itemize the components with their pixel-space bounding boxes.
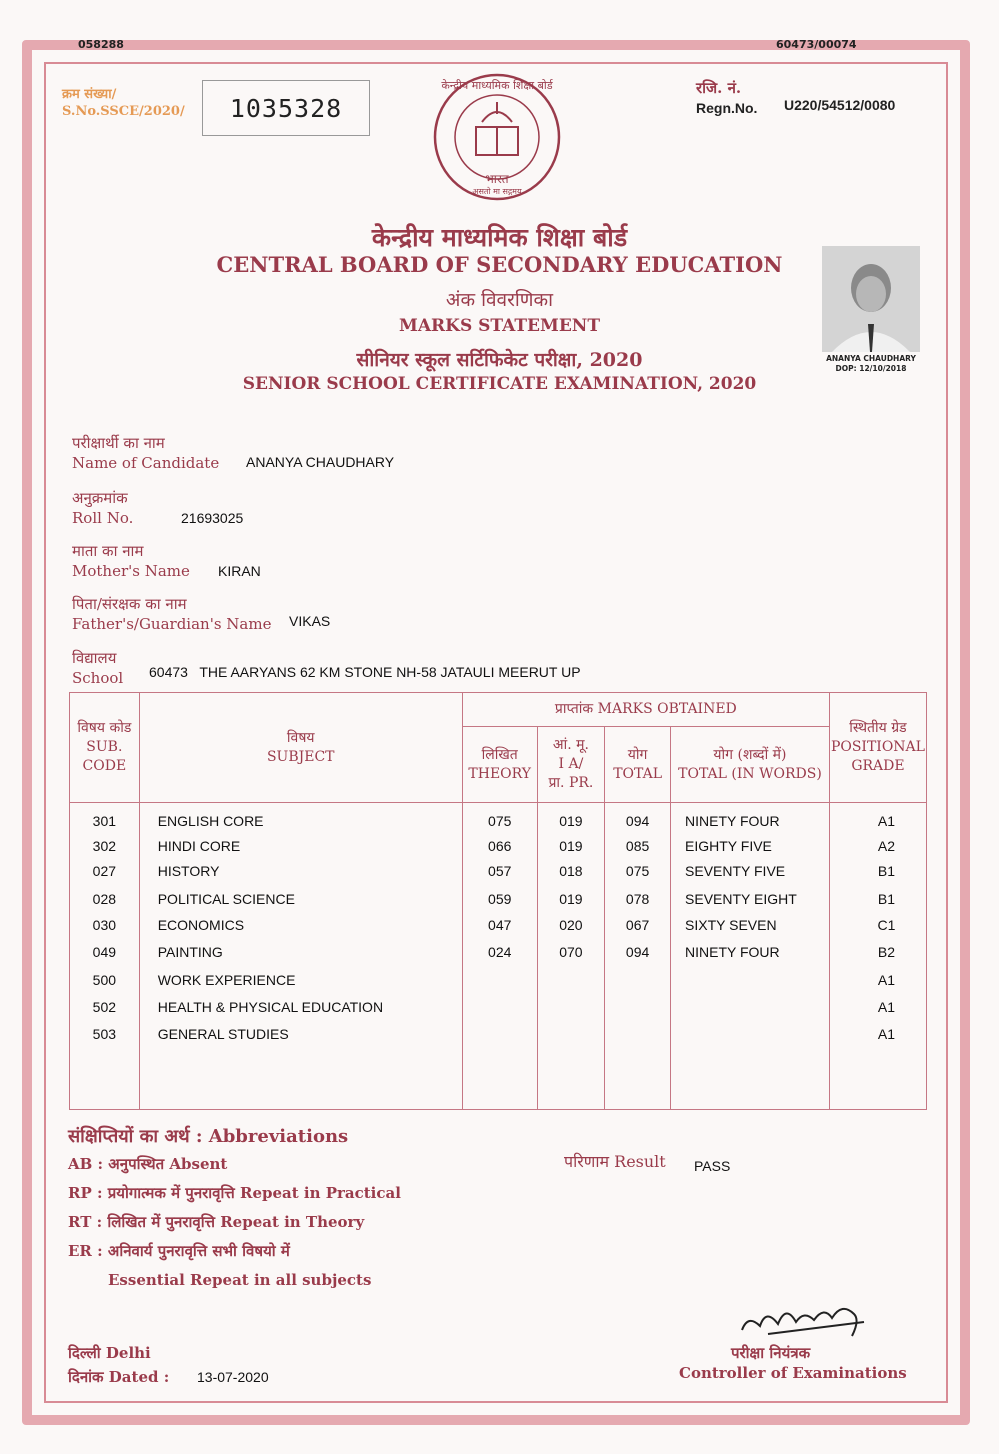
cell-grade: A2 xyxy=(877,838,896,854)
date-value: 13-07-2020 xyxy=(197,1369,269,1385)
cell-ia: 019 xyxy=(559,813,583,829)
words-column xyxy=(671,803,830,1110)
school-name: 60473 THE AARYANS 62 KM STONE NH-58 JATAULI MEERUT UP xyxy=(149,664,581,680)
photo-caption: ANANYA CHAUDHARY DOP: 12/10/2018 xyxy=(826,354,916,373)
cell-grade: B1 xyxy=(877,891,896,907)
cell-total: 078 xyxy=(625,891,650,907)
cell-grade: A1 xyxy=(877,813,896,829)
header-code: विषय कोड SUB. CODE xyxy=(70,693,140,803)
header-ia: आं. मू. I A/ प्रा. PR. xyxy=(537,727,605,803)
exam-english: SENIOR SCHOOL CERTIFICATE EXAMINATION, 2020 xyxy=(242,374,757,394)
roll-number: 21693025 xyxy=(181,510,244,526)
marks-table xyxy=(69,692,927,1110)
cell-words: SIXTY SEVEN xyxy=(685,917,777,933)
sno-label: क्रम संख्या/ S.No.SSCE/2020/ xyxy=(62,87,185,119)
cell-total: 094 xyxy=(625,813,650,829)
cell-grade: A1 xyxy=(877,1026,896,1042)
controller-english: Controller of Examinations xyxy=(679,1364,907,1382)
cell-grade: B2 xyxy=(877,944,896,960)
header-subject: विषय SUBJECT xyxy=(139,693,462,803)
cell-subject: PAINTING xyxy=(157,944,223,960)
cell-grade: A1 xyxy=(877,972,896,988)
cell-code: 301 xyxy=(92,813,117,829)
cell-words: NINETY FOUR xyxy=(685,944,780,960)
regn-label-en: Regn.No. xyxy=(696,100,758,116)
result-value: PASS xyxy=(694,1158,731,1174)
sno-value: 1035328 xyxy=(202,80,370,136)
abbr-ab: AB : अनुपस्थित Absent xyxy=(68,1155,228,1173)
cell-code: 302 xyxy=(92,838,117,854)
abbr-er-en: Essential Repeat in all subjects xyxy=(108,1271,372,1289)
place: दिल्ली Delhi xyxy=(68,1344,151,1362)
cell-subject: POLITICAL SCIENCE xyxy=(157,891,295,907)
candidate-photo xyxy=(822,246,920,352)
result-label: परिणाम Result xyxy=(564,1152,666,1171)
cell-subject: ECONOMICS xyxy=(157,917,245,933)
subjects-column xyxy=(139,803,462,1110)
cell-words: EIGHTY FIVE xyxy=(685,838,772,854)
cell-words: NINETY FOUR xyxy=(685,813,780,829)
cell-code: 502 xyxy=(92,999,117,1015)
cell-subject: HEALTH & PHYSICAL EDUCATION xyxy=(157,999,384,1015)
cell-ia: 018 xyxy=(559,863,583,879)
theory-column xyxy=(462,803,537,1110)
cell-subject: HINDI CORE xyxy=(157,838,241,854)
regn-value: U220/54512/0080 xyxy=(784,97,896,113)
cell-code: 503 xyxy=(92,1026,117,1042)
cell-total: 094 xyxy=(625,944,650,960)
father-label: पिता/संरक्षक का नाम Father's/Guardian's Name xyxy=(72,595,272,633)
regn-label-hi: रजि. नं. xyxy=(696,79,742,97)
title-hindi: केन्द्रीय माध्यमिक शिक्षा बोर्ड xyxy=(371,223,628,252)
cell-code: 049 xyxy=(92,944,117,960)
subtitle-english: MARKS STATEMENT xyxy=(399,316,600,336)
header-grade: स्थितीय ग्रेड POSITIONAL GRADE xyxy=(829,693,926,803)
cell-theory: 024 xyxy=(488,944,512,960)
cell-code: 027 xyxy=(92,863,117,879)
cell-grade: A1 xyxy=(877,999,896,1015)
serial-top-right: 60473/00074 xyxy=(776,38,857,51)
cell-ia: 070 xyxy=(559,944,583,960)
cell-theory: 059 xyxy=(488,891,512,907)
dated-label: दिनांक Dated : xyxy=(68,1368,170,1386)
cell-grade: C1 xyxy=(877,917,896,933)
cell-ia: 020 xyxy=(559,917,583,933)
grade-column xyxy=(829,803,926,1110)
cell-total: 085 xyxy=(625,838,650,854)
header-total-words: योग (शब्दों में) TOTAL (IN WORDS) xyxy=(671,727,830,803)
cell-total: 075 xyxy=(625,863,650,879)
total-column xyxy=(605,803,671,1110)
ia-column xyxy=(537,803,605,1110)
title-english: CENTRAL BOARD OF SECONDARY EDUCATION xyxy=(216,252,783,277)
header-theory: लिखित THEORY xyxy=(462,727,537,803)
cell-words: SEVENTY EIGHT xyxy=(685,891,797,907)
mother-label: माता का नाम Mother's Name xyxy=(72,542,190,580)
header-total: योग TOTAL xyxy=(605,727,671,803)
cbse-emblem: केन्द्रीय माध्यमिक शिक्षा बोर्ड भारत असतो मा सद्गमय xyxy=(432,72,562,202)
abbreviations-title: संक्षिप्तियों का अर्थ : Abbreviations xyxy=(68,1126,349,1147)
cell-code: 028 xyxy=(92,891,117,907)
subtitle-hindi: अंक विवरणिका xyxy=(445,289,554,311)
roll-label: अनुक्रमांक Roll No. xyxy=(72,489,134,527)
cell-code: 030 xyxy=(92,917,117,933)
name-label: परीक्षार्थी का नाम Name of Candidate xyxy=(72,434,220,472)
header-marks-obtained: प्राप्तांक MARKS OBTAINED xyxy=(462,693,829,727)
cell-subject: ENGLISH CORE xyxy=(157,813,264,829)
cell-grade: B1 xyxy=(877,863,896,879)
cell-ia: 019 xyxy=(559,838,583,854)
cell-theory: 066 xyxy=(488,838,512,854)
cell-theory: 047 xyxy=(488,917,512,933)
abbr-er: ER : अनिवार्य पुनरावृत्ति सभी विषयो में xyxy=(68,1242,290,1260)
cell-total: 067 xyxy=(625,917,650,933)
abbr-rp: RP : प्रयोगात्मक में पुनरावृत्ति Repeat in Practical xyxy=(68,1184,401,1202)
cell-ia: 019 xyxy=(559,891,583,907)
mother-name: KIRAN xyxy=(218,563,261,579)
father-name: VIKAS xyxy=(289,613,331,629)
abbreviations-list xyxy=(68,1150,401,1295)
cell-words: SEVENTY FIVE xyxy=(685,863,786,879)
cell-subject: HISTORY xyxy=(157,863,220,879)
exam-hindi: सीनियर स्कूल सर्टिफिकेट परीक्षा, 2020 xyxy=(356,349,643,371)
cell-theory: 075 xyxy=(488,813,512,829)
cell-theory: 057 xyxy=(488,863,512,879)
cell-subject: WORK EXPERIENCE xyxy=(157,972,296,988)
controller-hindi: परीक्षा नियंत्रक xyxy=(731,1344,811,1362)
controller-signature xyxy=(734,1296,874,1344)
codes-column xyxy=(70,803,140,1110)
serial-top-left: 058288 xyxy=(78,38,124,51)
school-label: विद्यालय School xyxy=(72,649,124,687)
abbr-rt: RT : लिखित में पुनरावृत्ति Repeat in Theory xyxy=(68,1213,365,1231)
cell-code: 500 xyxy=(92,972,117,988)
cell-subject: GENERAL STUDIES xyxy=(157,1026,289,1042)
candidate-name: ANANYA CHAUDHARY xyxy=(246,454,395,470)
